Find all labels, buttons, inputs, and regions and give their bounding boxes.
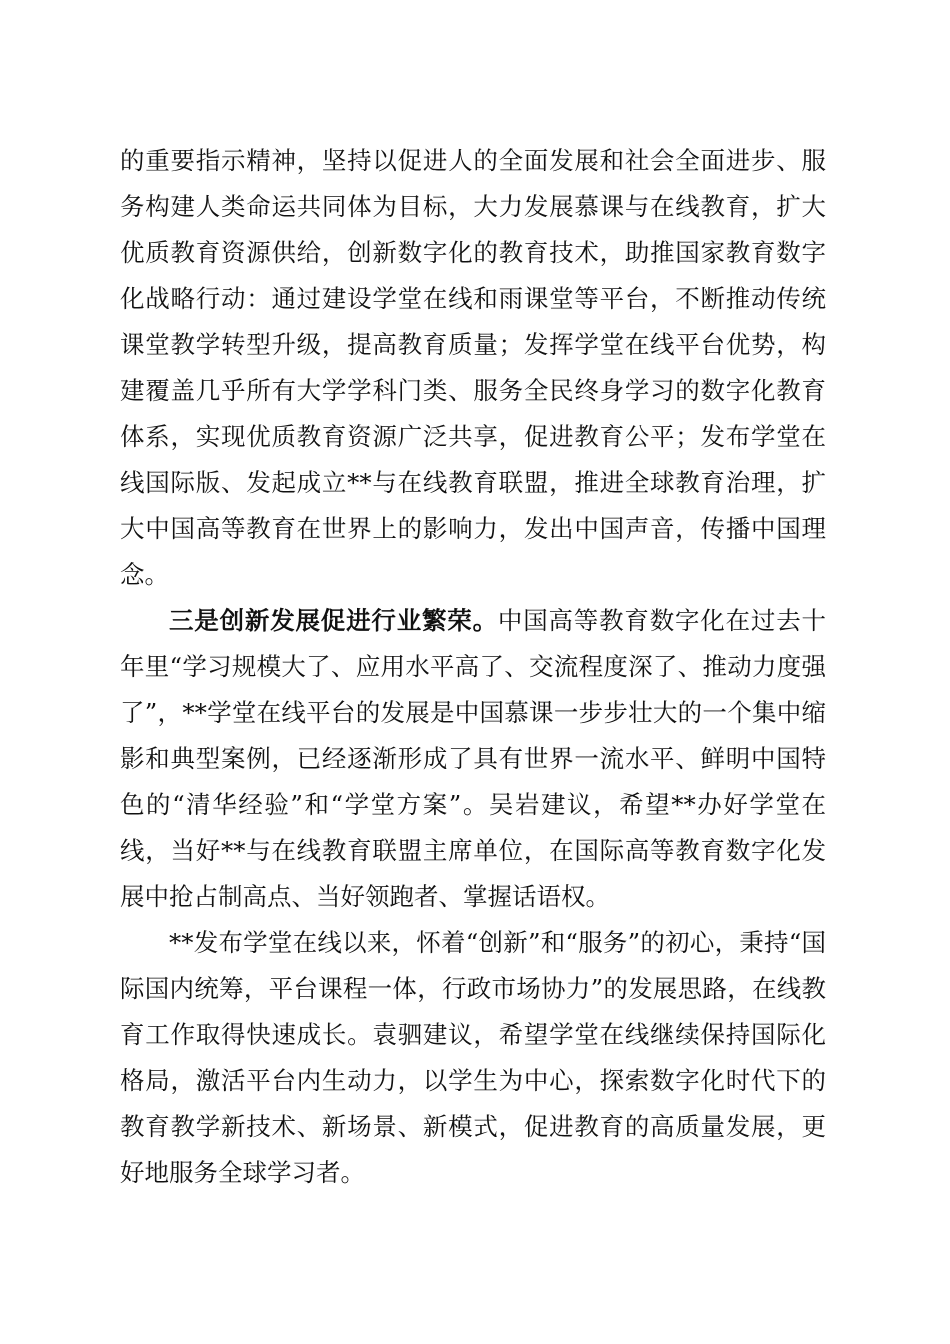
paragraph-2-text: 中国高等教育数字化在过去十年里“学习规模大了、应用水平高了、交流程度深了、推动力度强了”，**学堂在线平台的发展是中国慕课一步步壮大的一个集中缩影和典型案例，已经逐渐形成了具有世界一流水平、鲜明中国特色的“清华经验”和“学堂方案”。吴岩建议，希望**办好学堂在线，当好**与在线教育联盟主席单位，在国际高等教育数字化发展中抢占制高点、当好领跑者、掌握话语权。 (120, 606, 827, 911)
body-text (120, 138, 826, 1196)
paragraph-1 (120, 138, 826, 598)
paragraph-3-text: **发布学堂在线以来，怀着“创新”和“服务”的初心，秉持“国际国内统筹，平台课程一体，行政市场协力”的发展思路，在线教育工作取得快速成长。袁驷建议，希望学堂在线继续保持国际化格局，激活平台内生动力，以学生为中心，探索数字化时代下的教育教学新技术、新场景、新模式，促进教育的高质量发展，更好地服务全球学习者。 (120, 928, 826, 1187)
paragraph-2-lead: 三是创新发展促进行业繁荣。 (169, 606, 498, 635)
paragraph-2 (120, 598, 826, 920)
paragraph-1-text: 的重要指示精神，坚持以促进人的全面发展和社会全面进步、服务构建人类命运共同体为目标，大力发展慕课与在线教育，扩大优质教育资源供给，创新数字化的教育技术，助推国家教育数字化战略行动：通过建设学堂在线和雨课堂等平台，不断推动传统课堂教学转型升级，提高教育质量；发挥学堂在线平台优势，构建覆盖几乎所有大学学科门类、服务全民终身学习的数字化教育体系，实现优质教育资源广泛共享，促进教育公平；发布学堂在线国际版、发起成立**与在线教育联盟，推进全球教育治理，扩大中国高等教育在世界上的影响力，发出中国声音，传播中国理念。 (120, 146, 826, 589)
paragraph-3 (120, 920, 826, 1196)
